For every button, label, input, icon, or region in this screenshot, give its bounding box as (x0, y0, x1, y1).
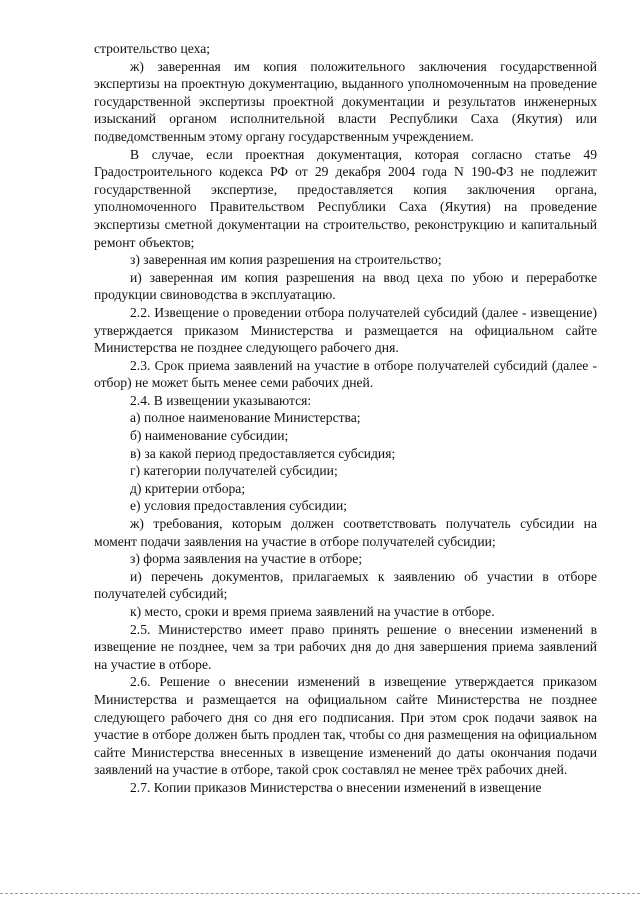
document-body (94, 40, 597, 797)
paragraph-continuation: строительство цеха; (94, 41, 211, 56)
list-item-b: б) наименование субсидии; (130, 428, 289, 444)
list-item-g: г) категории получателей субсидии; (130, 463, 338, 479)
scan-bottom-line (0, 893, 640, 894)
paragraph-item-i: и) заверенная им копия разрешения на ввод цеха по убою и переработке продукции свиноводства в эксплуатацию. (94, 269, 597, 303)
list-item-k: к) место, сроки и время приема заявлений на участие в отборе. (130, 604, 495, 619)
list-item-zh: ж) требования, которым должен соответствовать получатель субсидии на момент подачи заявления на участие в отборе получателей субсидии; (94, 516, 597, 549)
list-item-i: и) перечень документов, прилагаемых к заявлению об участии в отборе получателей субсидий; (94, 568, 597, 602)
list-item-v: в) за какой период предоставляется субсидия; (130, 445, 396, 461)
paragraph-item-zh-expertise: ж) заверенная им копия положительного заключения государственной экспертизы на проектную документацию, выданного уполномоченным на проведение государственной экспертизы проектной документации и результатов инженерных изысканий органом исполнительной власти Республики Саха (Якутия) или подведомственным этому органу государственным учреждением. (94, 58, 597, 144)
paragraph-2-2: 2.2. Извещение о проведении отбора получателей субсидий (далее - извещение) утверждается приказом Министерства и размещается на официальном сайте Министерства не позднее следующего рабочего дня. (94, 304, 597, 356)
paragraph-2-6: 2.6. Решение о внесении изменений в извещение утверждается приказом Министерства и размещается на официальном сайте Министерства не позднее следующего рабочего дня со дня его подписания. При этом срок подачи заявок на участие в отборе должен быть продлен так, чтобы со дня размещения на официальном сайте Министерства внесенных в извещение изменений до даты окончания подачи заявлений на участие в отборе, такой срок составлял не менее трёх рабочих дней. (94, 674, 597, 778)
list-item-z: з) форма заявления на участие в отборе; (130, 551, 363, 567)
paragraph-item-z: з) заверенная им копия разрешения на строительство; (130, 252, 442, 268)
list-item-a: а) полное наименование Министерства; (130, 410, 361, 426)
paragraph-2-3: 2.3. Срок приема заявлений на участие в отборе получателей субсидий (далее - отбор) не может быть менее семи рабочих дней. (94, 357, 597, 391)
paragraph-2-7: 2.7. Копии приказов Министерства о внесении изменений в извещение (130, 779, 542, 795)
paragraph-2-5: 2.5. Министерство имеет право принять решение о внесении изменений в извещение не позднее, чем за три рабочих дня до дня завершения приема заявлений на участие в отборе. (94, 621, 597, 672)
paragraph-2-4: 2.4. В извещении указываются: (130, 392, 312, 408)
list-item-e: е) условия предоставления субсидии; (130, 498, 348, 514)
paragraph-exception-clause: В случае, если проектная документация, которая согласно статье 49 Градостроительного кодекса РФ от 29 декабря 2004 года N 190-ФЗ не подлежит государственной экспертизе, предоставляется копия заключения органа, уполномоченного Правительством Республики Саха (Якутия) на проведение экспертизы сметной документации на строительство, реконструкцию и капитальный ремонт объектов; (94, 146, 597, 250)
list-item-d: д) критерии отбора; (130, 480, 246, 496)
